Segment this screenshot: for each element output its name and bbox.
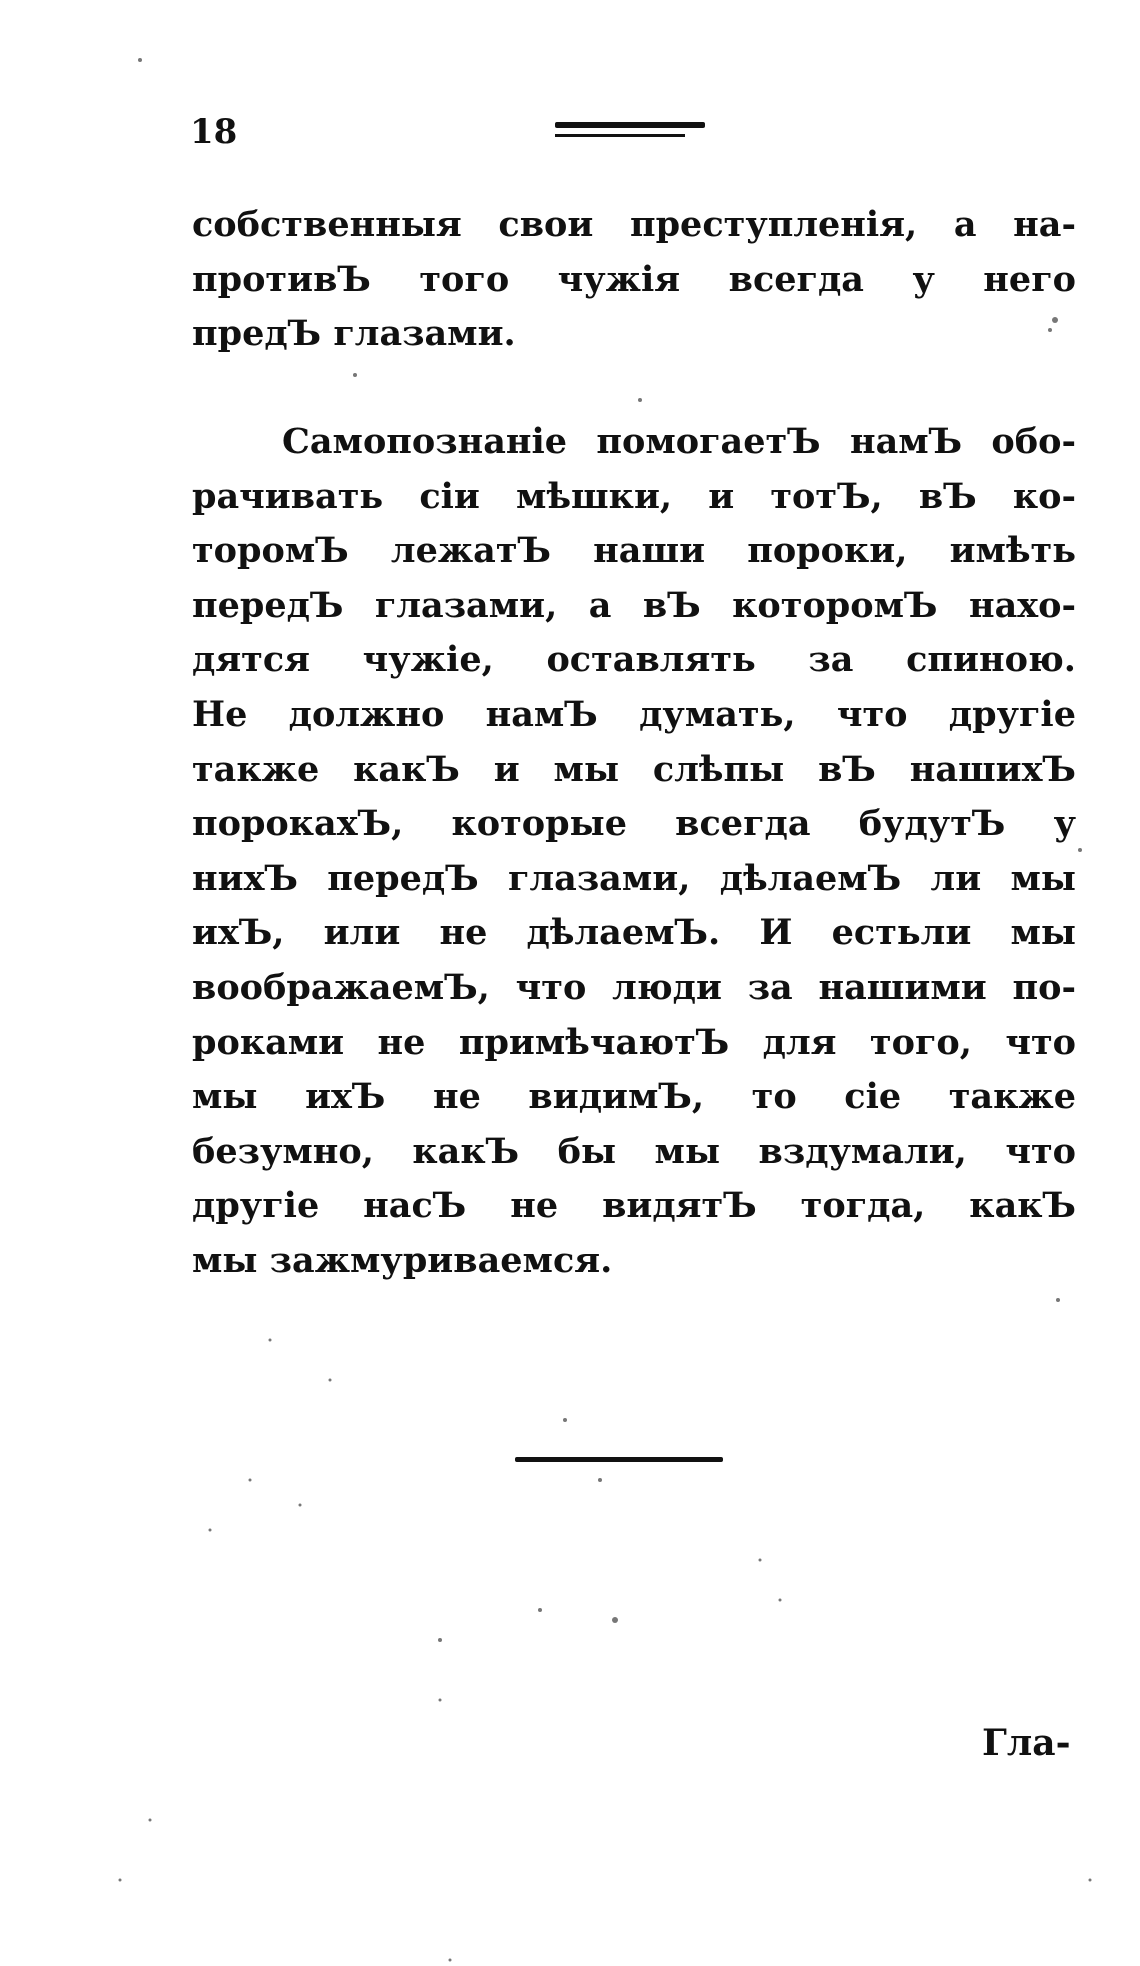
text-line: роками не примѣчаютЪ для того, что — [192, 1021, 1076, 1063]
text-line: предЪ глазами. — [192, 313, 516, 355]
text-line: рачивать сіи мѣшки, и тотЪ, вЪ ко- — [192, 475, 1076, 517]
text-line: торомЪ лежатЪ наши пороки, имѣть — [192, 530, 1076, 572]
paragraph-2 — [192, 415, 1076, 1289]
text-line: ихЪ, или не дѣлаемЪ. И естьли мы — [192, 912, 1076, 954]
text-line: противЪ того чужія всегда у него — [192, 258, 1076, 300]
header-ornament-rule — [555, 122, 705, 142]
text-line: порокахЪ, которые всегда будутЪ у — [192, 803, 1076, 845]
text-line: Не должно намЪ думать, что другіе — [192, 693, 1076, 735]
catchword: Гла- — [982, 1722, 1071, 1764]
header-rule-thin — [555, 134, 685, 137]
paragraph-1 — [192, 198, 1076, 362]
section-divider — [515, 1457, 723, 1462]
text-line: нихЪ передЪ глазами, дѣлаемЪ ли мы — [192, 857, 1076, 899]
text-line: также какЪ и мы слѣпы вЪ нашихЪ — [192, 748, 1076, 790]
text-line: воображаемЪ, что люди за нашими по- — [192, 966, 1076, 1008]
header-rule-thick — [555, 122, 705, 128]
text-line: мы ихЪ не видимЪ, то сіе также — [192, 1076, 1076, 1118]
text-line: Самопознаніе помогаетЪ намЪ обо- — [282, 421, 1076, 462]
text-line: мы зажмуриваемся. — [192, 1239, 613, 1281]
text-line: дятся чужіе, оставлять за спиною. — [192, 639, 1076, 681]
text-line: другіе насЪ не видятЪ тогда, какЪ — [192, 1185, 1076, 1227]
text-line: безумно, какЪ бы мы вздумали, что — [192, 1130, 1076, 1172]
text-line: собственныя свои преступленія, а на- — [192, 204, 1076, 245]
text-line: передЪ глазами, а вЪ которомЪ нахо- — [192, 584, 1076, 626]
page-number: 18 — [190, 112, 238, 152]
